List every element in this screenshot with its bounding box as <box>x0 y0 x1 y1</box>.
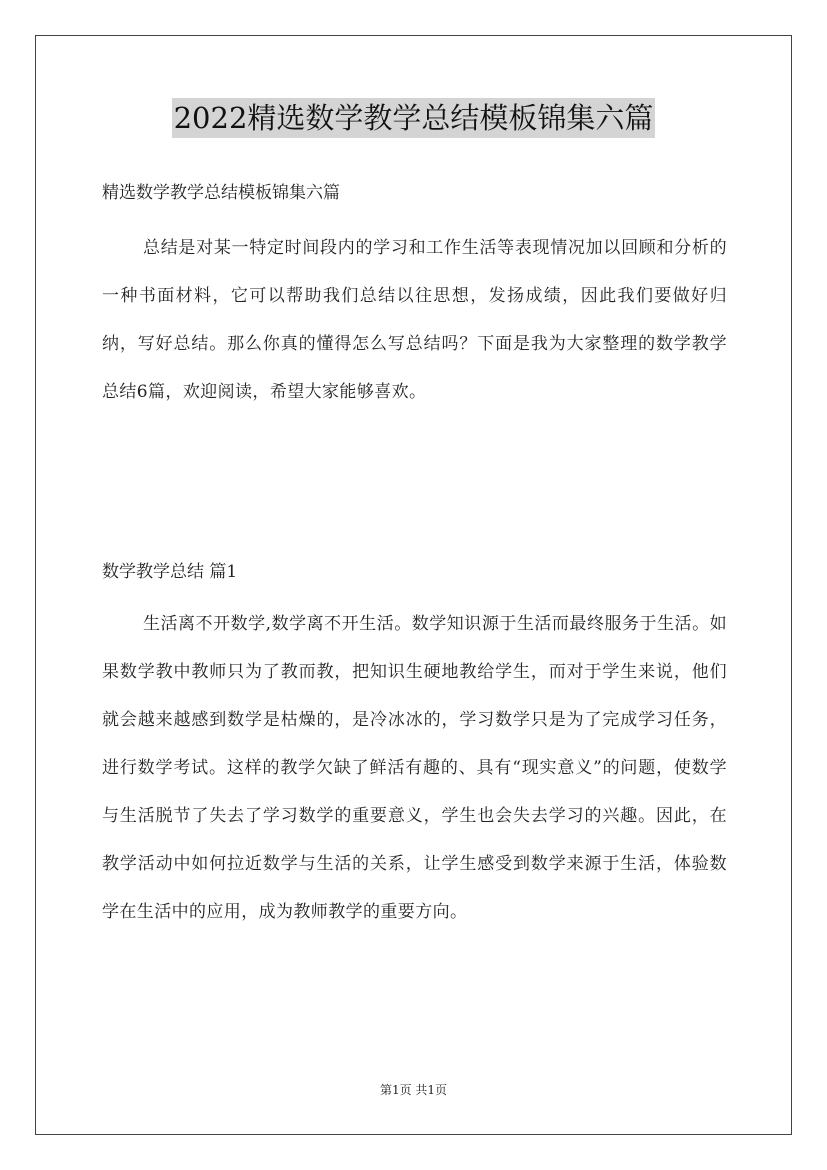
document-subtitle: 精选数学教学总结模板锦集六篇 <box>102 183 340 203</box>
intro-paragraph: 总结是对某一特定时间段内的学习和工作生活等表现情况加以回顾和分析的一种书面材料，它可以帮助我们总结以往思想，发扬成绩，因此我们要做好归纳，写好总结。那么你真的懂得怎么写总结吗？下面是我为大家整理的数学教学总结6篇，欢迎阅读，希望大家能够喜欢。 <box>102 238 727 402</box>
page-footer: 第1页 共1页 <box>379 1083 448 1097</box>
document-title: 2022精选数学教学总结模板锦集六篇 <box>172 98 656 138</box>
section-1-heading: 数学教学总结 篇1 <box>102 562 238 582</box>
section-1-paragraph: 生活离不开数学,数学离不开生活。数学知识源于生活而最终服务于生活。如果数学教中教师只为了教而教，把知识生硬地教给学生，而对于学生来说，他们就会越来越感到数学是枯燥的，是冷冰冰的，学习数学只是为了完成学习任务，进行数学考试。这样的教学欠缺了鲜活有趣的、具有“现实意义”的问题，使数学与生活脱节了失去了学习数学的重要意义，学生也会失去学习的兴趣。因此，在教学活动中如何拉近数学与生活的关系，让学生感受到数学来源于生活，体验数学在生活中的应用，成为教师教学的重要方向。 <box>102 614 727 922</box>
title-wrap <box>0 98 827 138</box>
